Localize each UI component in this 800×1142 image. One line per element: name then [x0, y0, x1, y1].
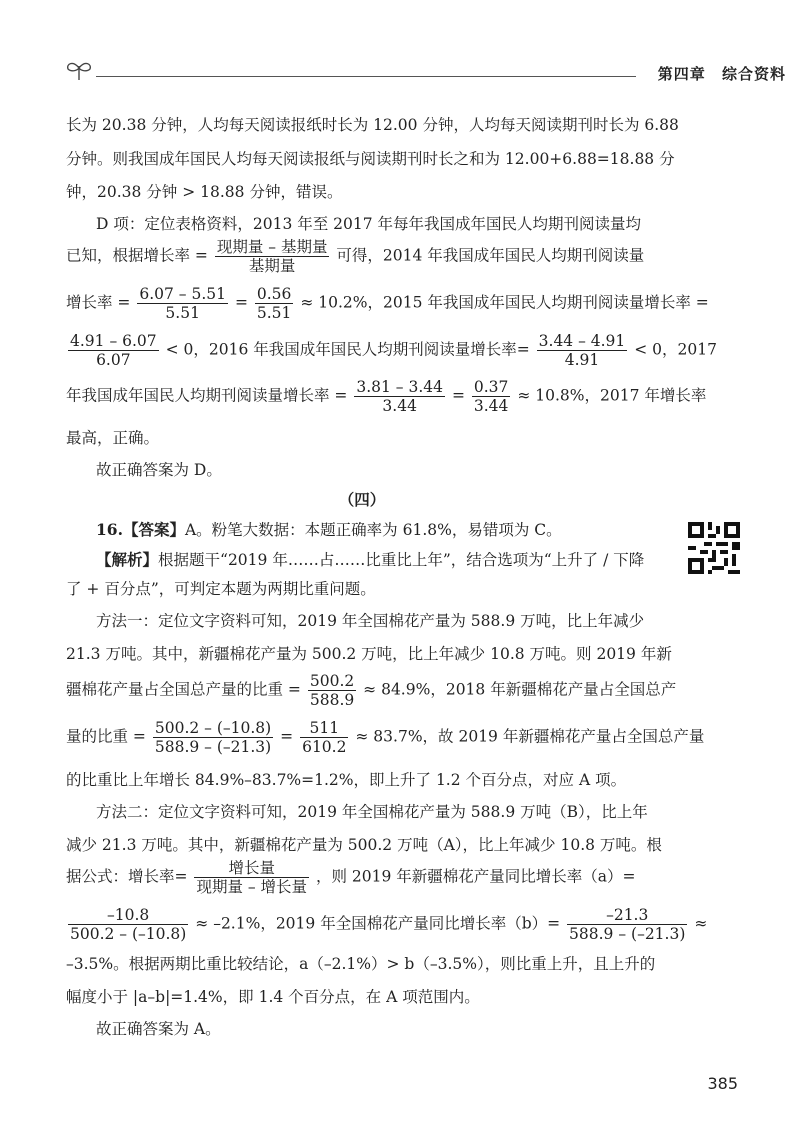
fraction: $\frac{3.81 - 3.44}{3.44}$: [356, 378, 443, 415]
text-line: 分钟。则我国成年国民人均每天阅读报纸与阅读期刊时长之和为 12.00+6.88=18.88 分: [66, 150, 675, 168]
text-line: 的比重比上年增长 84.9%–83.7%=1.2%，即上升了 1.2 个百分点，对应 A 项。: [66, 771, 627, 789]
fraction: $\frac{\text{现期量 – 基期量}}{\text{基期量}}$: [216, 238, 328, 275]
fraction: $\frac{6.07 - 5.51}{5.51}$: [139, 285, 226, 322]
fraction: $\frac{-21.3}{588.9 - (-21.3)}$: [569, 906, 686, 943]
sprout-icon: [64, 58, 94, 82]
formula-line: $\frac{-10.8}{500.2 - (-10.8)}$ ≈ –2.1%，2019 年全国棉花产量同比增长率（b）= $\frac{-21.3}{588.9 - (-21.3)}$ ≈: [70, 906, 708, 943]
text-line: –3.5%。根据两期比重比较结论，a（–2.1%）> b（–3.5%），则比重上升，且上升的: [66, 955, 656, 973]
fraction: $\frac{4.91 - 6.07}{6.07}$: [70, 332, 157, 369]
page-header: [64, 58, 800, 86]
question-answer: 16.【答案】A。粉笔大数据：本题正确率为 61.8%，易错项为 C。: [96, 520, 562, 539]
text-line: 方法一：定位文字资料可知，2019 年全国棉花产量为 588.9 万吨，比上年减少: [96, 612, 645, 630]
answer-label: 16.【答案】: [96, 520, 185, 539]
formula-line: 疆棉花产量占全国总产量的比重 = $\frac{500.2}{588.9}$ ≈ 84.9%，2018 年新疆棉花产量占全国总产: [66, 672, 677, 709]
text-line: 长为 20.38 分钟，人均每天阅读报纸时长为 12.00 分钟，人均每天阅读期刊时长为 6.88: [66, 116, 679, 134]
text-line: 21.3 万吨。其中，新疆棉花产量为 500.2 万吨，比上年减少 10.8 万吨。则 2019 年新: [66, 645, 672, 663]
fraction: $\frac{500.2 - (-10.8)}{588.9 - (-21.3)}$: [154, 719, 272, 756]
fraction: $\frac{\text{增长量}}{\text{现期量 – 增长量}}$: [196, 859, 308, 896]
section-label: 综合资料: [721, 65, 786, 83]
text-line: D 项：定位表格资料，2013 年至 2017 年每年我国成年国民人均期刊阅读量均: [96, 215, 642, 233]
text-line: 最高，正确。: [66, 429, 160, 447]
qr-code[interactable]: [688, 522, 740, 574]
formula-line: 年我国成年国民人均期刊阅读量增长率 = $\frac{3.81 - 3.44}{3.44}$ = $\frac{0.37}{3.44}$ ≈ 10.8%，2017 年增长率: [66, 378, 707, 415]
fraction: $\frac{500.2}{588.9}$: [309, 672, 355, 709]
formula-line: 据公式：增长率= $\frac{\text{增长量}}{\text{现期量 – 增长量}}$ ，则 2019 年新疆棉花产量同比增长率（a）=: [66, 859, 636, 896]
chapter-label: 第四章: [657, 65, 706, 83]
running-head: [636, 63, 790, 84]
fraction: $\frac{0.56}{5.51}$: [256, 285, 292, 322]
formula-line: 量的比重 = $\frac{500.2 - (-10.8)}{588.9 - (-21.3)}$ = $\frac{511}{610.2}$ ≈ 83.7%，故 2019 年新疆棉花产量占全国总产量: [66, 719, 705, 756]
formula-line: 已知，根据增长率 = $\frac{\text{现期量 – 基期量}}{\text{基期量}}$ 可得，2014 年我国成年国民人均期刊阅读量: [66, 238, 645, 275]
analysis-line: 【解析】根据题干“2019 年……占……比重比上年”，结合选项为“上升了 / 下降: [96, 550, 645, 569]
fraction: $\frac{0.37}{3.44}$: [473, 378, 509, 415]
text-line: 了 + 百分点”，可判定本题为两期比重问题。: [66, 580, 376, 598]
formula-line: $\frac{4.91 - 6.07}{6.07}$ < 0，2016 年我国成年国民人均期刊阅读量增长率= $\frac{3.44 - 4.91}{4.91}$ < 0，2017: [70, 332, 717, 369]
answer-line: 故正确答案为 D。: [96, 461, 222, 479]
qr-code-icon: [688, 522, 740, 574]
page-number: 385: [707, 1074, 738, 1093]
answer-line: 故正确答案为 A。: [96, 1020, 221, 1038]
fraction: $\frac{511}{610.2}$: [302, 719, 347, 756]
analysis-label: 【解析】: [96, 550, 159, 569]
text-line: 幅度小于 |a–b|=1.4%，即 1.4 个百分点，在 A 项范围内。: [66, 988, 480, 1006]
section-title: （四）: [338, 490, 386, 509]
text-line: 方法二：定位文字资料可知，2019 年全国棉花产量为 588.9 万吨（B），比上年: [96, 803, 648, 821]
fraction: $\frac{-10.8}{500.2 - (-10.8)}$: [70, 906, 187, 943]
text-line: 钟，20.38 分钟 > 18.88 分钟，错误。: [66, 183, 343, 201]
text-line: 减少 21.3 万吨。其中，新疆棉花产量为 500.2 万吨（A），比上年减少 10.8 万吨。根: [66, 836, 662, 854]
fraction: $\frac{3.44 - 4.91}{4.91}$: [538, 332, 626, 369]
formula-line: 增长率 = $\frac{6.07 - 5.51}{5.51}$ = $\frac{0.56}{5.51}$ ≈ 10.2%，2015 年我国成年国民人均期刊阅读量增长率 =: [66, 285, 709, 322]
